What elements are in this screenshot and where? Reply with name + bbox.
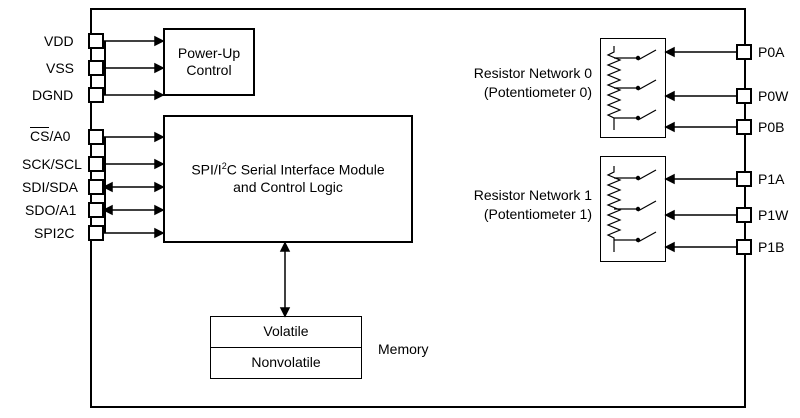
pin-label-p1a: P1A [758, 171, 785, 187]
power-up-control-block [163, 28, 255, 96]
pin-label-vdd: VDD [44, 33, 74, 49]
memory-label: Memory [378, 341, 429, 357]
serial-interface-block [163, 115, 413, 243]
resistor-network-1-line1: Resistor Network 1 [473, 187, 592, 203]
power-up-control-line2: Control [186, 62, 232, 78]
serial-interface-line1-b: C Serial Interface Module [226, 161, 385, 178]
pin-pad-sdo-a1 [88, 202, 104, 218]
pin-label-p0b: P0B [758, 119, 785, 135]
pin-label-cs-suffix: /A0 [49, 128, 71, 144]
pin-label-p0a: P0A [758, 44, 785, 60]
pin-label-cs-overline-part: CS [30, 128, 50, 144]
serial-interface-line1 [191, 161, 384, 179]
pin-pad-cs-a0 [88, 129, 104, 145]
pin-pad-vdd [88, 33, 104, 49]
pin-label-cs-a0 [30, 128, 70, 144]
pin-pad-vss [88, 60, 104, 76]
pin-pad-dgnd [88, 87, 104, 103]
pin-label-sck-scl: SCK/SCL [22, 156, 82, 172]
power-up-control-line1: Power-Up [177, 44, 241, 61]
network-0-pin-arrows [660, 36, 740, 146]
resistor-network-1-internals [600, 156, 666, 262]
pin-label-p1b: P1B [758, 239, 785, 255]
pin-pad-sdi-sda [88, 179, 104, 195]
serial-interface-line1-a: SPI/I [191, 161, 222, 178]
serial-interface-line2: and Control Logic [233, 179, 343, 196]
resistor-network-1-line2: (Potentiometer 1) [483, 205, 592, 222]
pin-label-p0w: P0W [758, 88, 789, 104]
pin-label-sdo-a1: SDO/A1 [25, 202, 77, 218]
serial-interface-superscript: 2 [221, 161, 227, 172]
resistor-network-0-label [452, 64, 592, 102]
pin-label-p1w: P1W [758, 207, 789, 223]
device-boundary-bottom [90, 406, 746, 408]
network-1-pin-arrows [660, 163, 740, 273]
resistor-network-0-line2: (Potentiometer 0) [483, 83, 592, 100]
pin-label-sdi-sda: SDI/SDA [22, 179, 79, 195]
memory-nonvolatile-block [210, 347, 362, 379]
pin-label-dgnd: DGND [32, 87, 74, 103]
memory-nonvolatile-label: Nonvolatile [251, 354, 321, 371]
pin-label-spi2c: SPI2C [34, 225, 75, 241]
resistor-network-0-internals [600, 38, 666, 138]
device-boundary-top [90, 8, 746, 10]
resistor-network-1-label [452, 186, 592, 224]
memory-connection [278, 242, 292, 320]
pin-label-vss: VSS [46, 60, 75, 76]
power-arrows [104, 20, 174, 110]
resistor-network-0-line1: Resistor Network 0 [473, 65, 592, 81]
memory-volatile-label: Volatile [263, 323, 309, 340]
pin-pad-sck-scl [88, 156, 104, 172]
memory-volatile-block [210, 316, 362, 348]
pin-pad-spi2c [88, 225, 104, 241]
serial-interface-arrows [104, 120, 166, 245]
